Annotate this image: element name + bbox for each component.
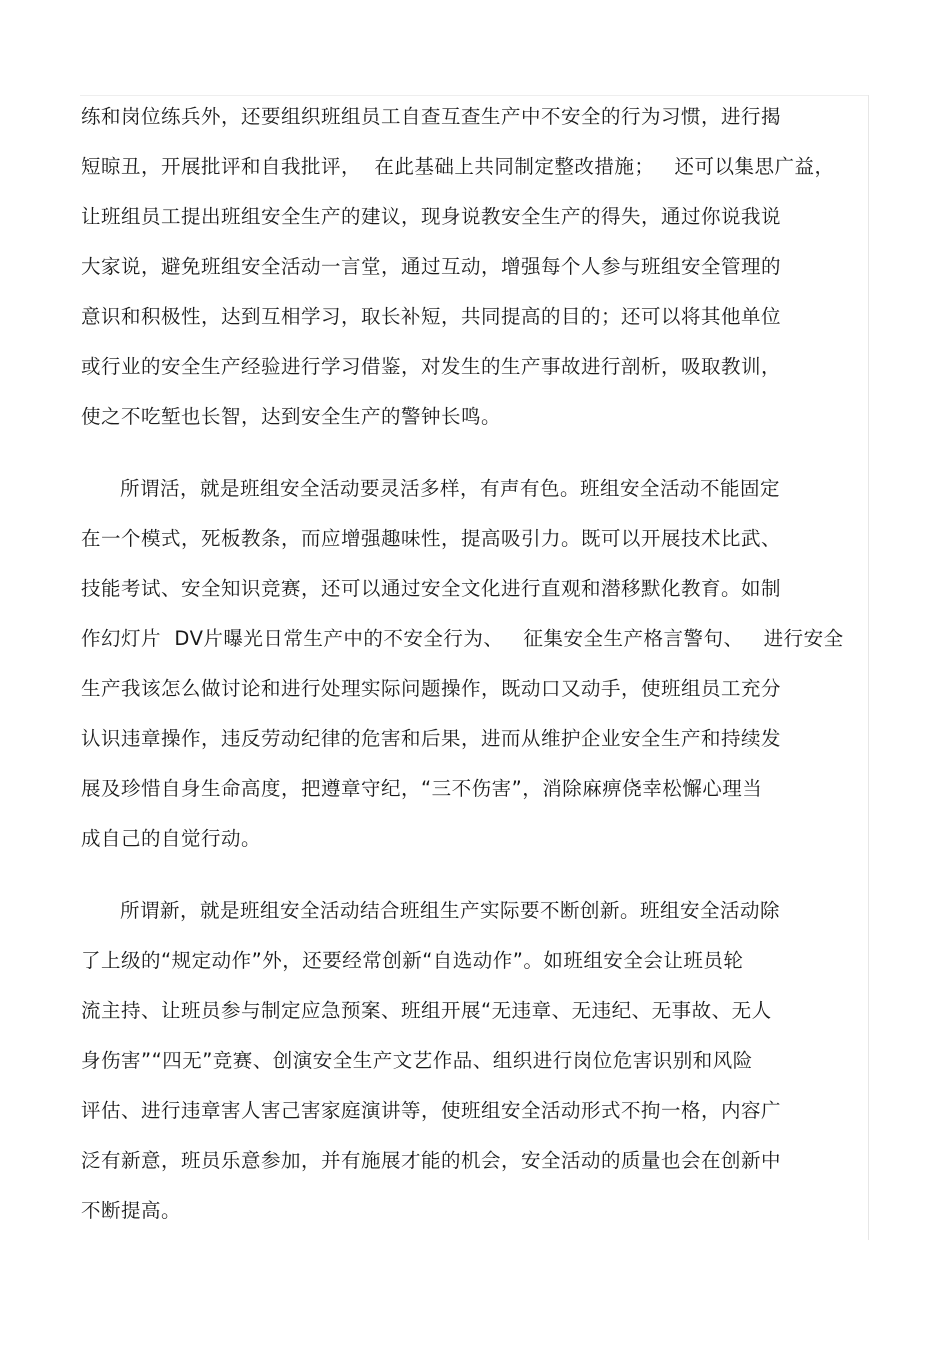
text-line: 认识违章操作，违反劳动纪律的危害和后果，进而从维护企业安全生产和持续发 — [81, 727, 782, 750]
text-line: 生产我该怎么做讨论和进行处理实际问题操作，既动口又动手，使班组员工充分 — [81, 677, 782, 700]
text-line: 所谓活，就是班组安全活动要灵活多样，有声有色。班组安全活动不能固定 — [120, 477, 781, 500]
paragraph-1 — [81, 97, 871, 447]
text-line: 展及珍惜自身生命高度，把遵章守纪，“三不伤害”，消除麻痹侥幸松懈心理当 — [81, 777, 763, 800]
text-line: 身伤害”“四无”竞赛、创演安全生产文艺作品、组织进行岗位危害识别和风险 — [81, 1049, 753, 1072]
text-line: 不断提高。 — [81, 1199, 182, 1222]
text-line: 所谓新，就是班组安全活动结合班组生产实际要不断创新。班组安全活动除 — [120, 899, 781, 922]
text-line: 让班组员工提出班组安全生产的建议，现身说教安全生产的得失，通过你说我说 — [81, 205, 782, 228]
text-line: 评估、进行违章害人害己害家庭演讲等，使班组安全活动形式不拘一格，内容广 — [81, 1099, 782, 1122]
text-line: 使之不吃堑也长智，达到安全生产的警钟长鸣。 — [81, 405, 502, 428]
text-line: 了上级的“规定动作”外，还要经常创新“自选动作”。如班组安全会让班员轮 — [81, 949, 744, 972]
text-line: 流主持、让班员参与制定应急预案、班组开展“无违章、无违纪、无事故、无人 — [81, 999, 772, 1022]
text-line: 或行业的安全生产经验进行学习借鉴，对发生的生产事故进行剖析，吸取教训， — [81, 355, 782, 378]
paragraph-gap — [81, 447, 871, 469]
paragraph-3 — [81, 891, 871, 1241]
page-top-border — [80, 95, 869, 96]
text-line: 作幻灯片 DV片曝光日常生产中的不安全行为、 征集安全生产格言警句、 进行安全 — [81, 627, 844, 650]
text-line: 短晾丑，开展批评和自我批评， 在此基础上共同制定整改措施； 还可以集思广益， — [81, 155, 835, 178]
text-line: 泛有新意，班员乐意参加，并有施展才能的机会，安全活动的质量也会在创新中 — [81, 1149, 782, 1172]
text-line: 在一个模式，死板教条，而应增强趣味性，提高吸引力。既可以开展技术比武、 — [81, 527, 782, 550]
text-line: 大家说，避免班组安全活动一言堂，通过互动，增强每个人参与班组安全管理的 — [81, 255, 782, 278]
text-line: 意识和积极性，达到互相学习，取长补短，共同提高的目的；还可以将其他单位 — [81, 305, 782, 328]
paragraph-2 — [81, 469, 871, 869]
text-line: 练和岗位练兵外，还要组织班组员工自查互查生产中不安全的行为习惯，进行揭 — [81, 105, 782, 128]
text-line: 成自己的自觉行动。 — [81, 827, 262, 850]
paragraph-gap — [81, 869, 871, 891]
text-line: 技能考试、安全知识竞赛，还可以通过安全文化进行直观和潜移默化教育。如制 — [81, 577, 782, 600]
document-body — [81, 97, 871, 1241]
